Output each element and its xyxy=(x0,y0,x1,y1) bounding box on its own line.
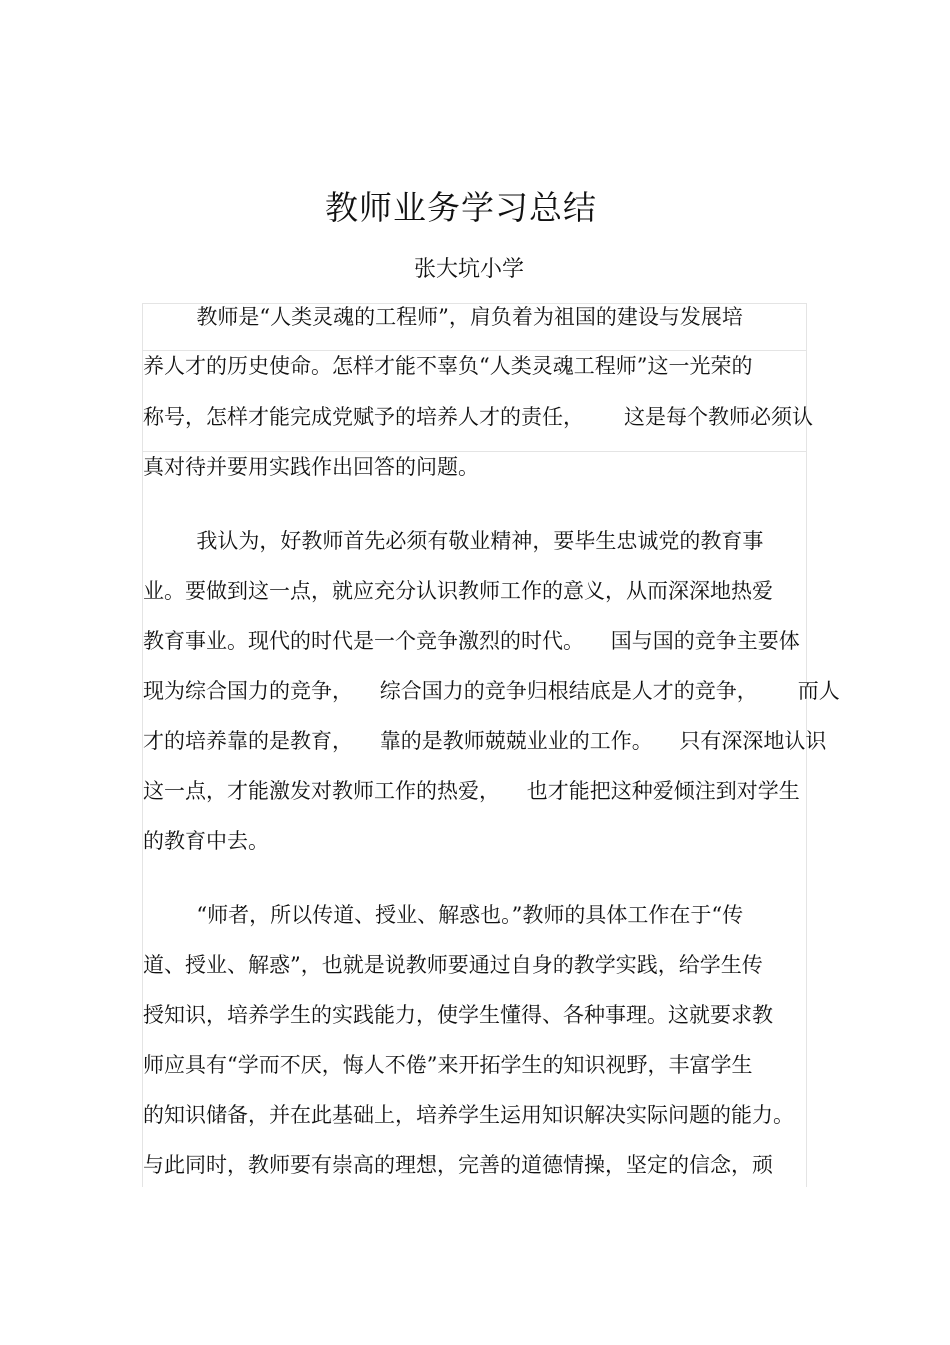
text-line: 真对待并要用实践作出回答的问题。 xyxy=(143,455,479,479)
text-line: 养人才的历史使命。怎样才能不辜负“人类灵魂工程师”这一光荣的 xyxy=(143,354,753,378)
document-title: 教师业务学习总结 xyxy=(325,188,597,227)
text-line: 才的培养靠的是教育， 靠的是教师兢兢业业的工作。 只有深深地认识 xyxy=(143,729,827,753)
border-line-1 xyxy=(142,350,807,351)
school-name: 张大坑小学 xyxy=(413,257,524,282)
text-line: 这一点，才能激发对教师工作的热爱， 也才能把这种爱倾注到对学生 xyxy=(143,779,800,803)
text-line: 师应具有“学而不厌，悔人不倦”来开拓学生的知识视野，丰富学生 xyxy=(143,1053,753,1077)
text-line: 教育事业。现代的时代是一个竞争激烈的时代。 国与国的竞争主要体 xyxy=(143,629,800,653)
text-line: “师者，所以传道、授业、解惑也。”教师的具体工作在于“传 xyxy=(143,903,744,927)
text-line: 称号，怎样才能完成党赋予的培养人才的责任， 这是每个教师必须认 xyxy=(143,405,814,429)
text-line: 的教育中去。 xyxy=(143,829,269,853)
text-line: 教师是“人类灵魂的工程师”，肩负着为祖国的建设与发展培 xyxy=(143,305,743,329)
text-line: 我认为，好教师首先必须有敬业精神，要毕生忠诚党的教育事 xyxy=(143,529,764,553)
text-line: 与此同时，教师要有崇高的理想，完善的道德情操，坚定的信念，顽 xyxy=(143,1153,773,1177)
border-top xyxy=(142,303,807,304)
text-line: 道、授业、解惑”，也就是说教师要通过自身的教学实践，给学生传 xyxy=(143,953,763,977)
text-line: 授知识，培养学生的实践能力，使学生懂得、各种事理。这就要求教 xyxy=(143,1003,773,1027)
text-line: 现为综合国力的竞争， 综合国力的竞争归根结底是人才的竞争， 而人 xyxy=(143,679,840,703)
text-line: 的知识储备，并在此基础上，培养学生运用知识解决实际问题的能力。 xyxy=(143,1103,794,1127)
border-line-2 xyxy=(142,451,807,452)
text-line: 业。要做到这一点，就应充分认识教师工作的意义，从而深深地热爱 xyxy=(143,579,773,603)
